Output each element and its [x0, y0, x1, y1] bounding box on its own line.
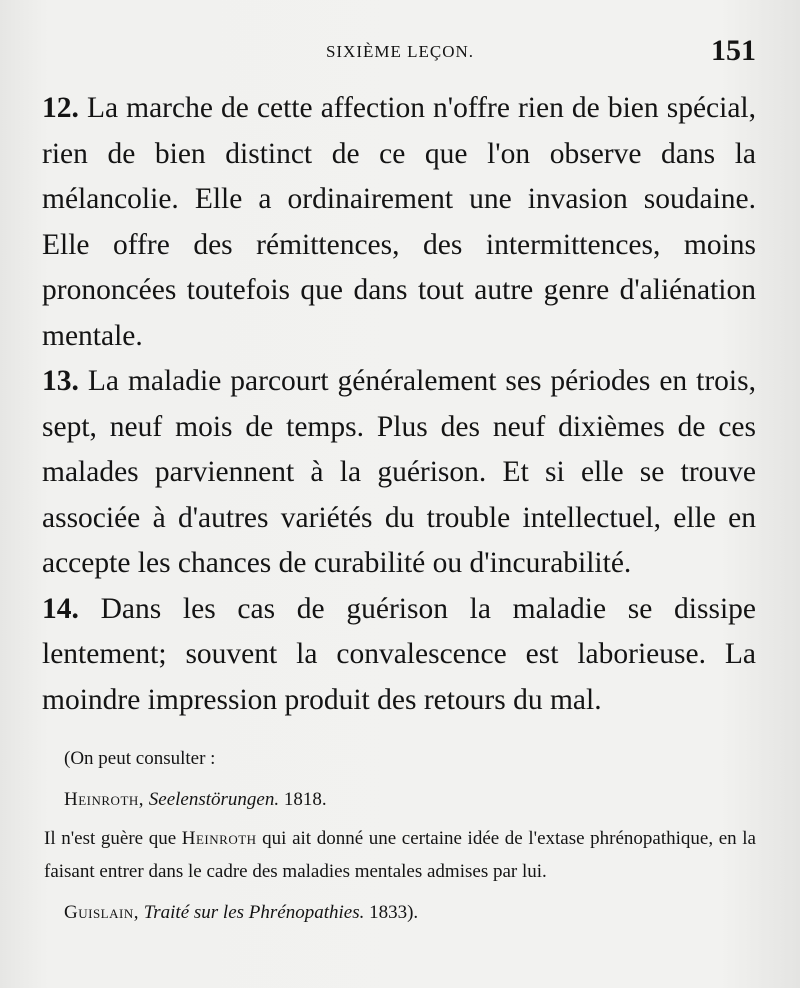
references-block: [44, 742, 756, 929]
reference-year: 1833).: [364, 902, 419, 923]
paragraph-number: 13.: [42, 365, 79, 397]
reference-year: 1818.: [279, 789, 327, 810]
reference-heinroth: [44, 783, 756, 816]
reference-guislain: [44, 896, 756, 929]
references-intro: (On peut consulter :: [64, 748, 216, 769]
reference-title: Traité sur les Phrénopathies.: [143, 902, 365, 923]
paragraph-12: [42, 86, 756, 359]
paragraph-text: La maladie parcourt généralement ses périodes en trois, sept, neuf mois de temps. Plus des neuf dixièmes de ces malades parviennent à la guérison. Et si elle se trouve associée à d'autres variétés du trouble intellectuel, elle en accepte les chances de curabilité ou d'incurabilité.: [42, 365, 756, 579]
paragraph-number: 12.: [42, 92, 79, 124]
main-text: [42, 86, 756, 723]
paragraph-13: [42, 359, 756, 587]
paragraph-number: 14.: [42, 592, 79, 625]
reference-author: Heinroth,: [64, 789, 145, 810]
running-head: SIXIÈME LEÇON.: [325, 42, 475, 61]
reference-title: Seelenstörungen.: [148, 789, 280, 810]
reference-note: Il n'est guère que Heinroth qui ait donné une certaine idée de l'extase phrénopathique, en la faisant entrer dans le cadre des maladies mentales admises par lui.: [44, 828, 756, 882]
page-number: 151: [711, 34, 756, 67]
paragraph-14: [42, 587, 756, 724]
note-author: Heinroth: [181, 828, 257, 849]
paragraph-text: La marche de cette affection n'offre rien de bien spécial, rien de bien distinct de ce que l'on observe dans la mélancolie. Elle a ordinairement une invasion soudaine. Elle offre des rémittences, des intermittences, moins prononcées toutefois que dans tout autre genre d'aliénation mentale.: [42, 92, 756, 352]
page-header: [44, 34, 756, 70]
reference-author: Guislain,: [64, 902, 139, 923]
paragraph-text: Dans les cas de guérison la maladie se dissipe lentement; souvent la convalescence est laborieuse. La moindre impression produit des retours du mal.: [42, 592, 756, 716]
